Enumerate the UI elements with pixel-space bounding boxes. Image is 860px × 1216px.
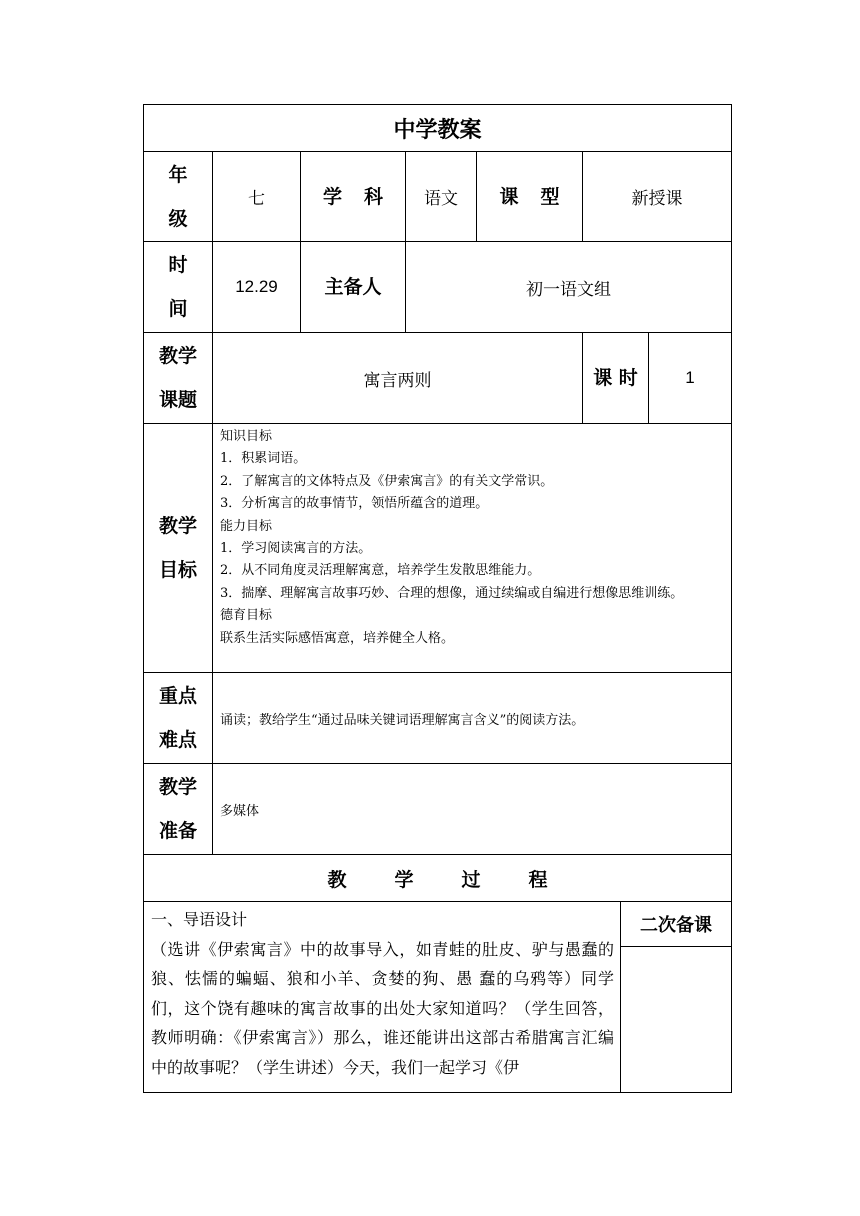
preparer-label: 主备人 <box>301 242 406 333</box>
lesson-type-value: 新授课 <box>583 152 732 242</box>
goals-line: 能力目标 <box>220 518 273 534</box>
preparation-label: 教学 准备 <box>144 764 213 855</box>
goals-line: 1．学习阅读寓言的方法。 <box>220 541 372 557</box>
time-value: 12.29 <box>213 242 301 333</box>
periods-label: 课 时 <box>583 333 649 424</box>
second-prep-header: 二次备课 <box>621 902 732 947</box>
subject-value: 语文 <box>406 152 477 242</box>
lesson-plan-table <box>143 104 732 1093</box>
goals-line: 知识目标 <box>220 429 273 444</box>
goals-line: 2．了解寓言的文体特点及《伊索寓言》的有关文学常识。 <box>220 473 554 489</box>
grade-value: 七 <box>213 152 301 242</box>
process-header: 教学过程 <box>144 855 732 902</box>
goals-line: 联系生活实际感悟寓意，培养健全人格。 <box>220 630 455 646</box>
key-points-label: 重点 难点 <box>144 673 213 764</box>
periods-value: 1 <box>649 333 732 424</box>
process-text: （选讲《伊索寓言》中的故事导入，如青蛙的肚皮、驴与愚蠢的狼、怯懦的蝙蝠、狼和小羊、贪婪的狗、愚 蠢的乌鸦等）同学们，这个饶有趣味的寓言故事的出处大家知道吗？（学生回答，教师明确：《伊索寓言》）那么，谁还能讲出这部古希腊寓言汇编中的故事呢？（学生讲述）今天，我们一起学习《伊 <box>151 939 614 1077</box>
goals-content <box>213 424 732 673</box>
key-points-value: 诵读；教给学生“通过品味关键词语理解寓言含义”的阅读方法。 <box>213 673 732 764</box>
goals-line: 3．揣摩、理解寓言故事巧妙、合理的想像，通过续编或自编进行想像思维训练。 <box>220 585 684 601</box>
topic-label: 教学 课题 <box>144 333 213 424</box>
goals-line: 3．分析寓言的故事情节，领悟所蕴含的道理。 <box>220 496 489 512</box>
preparer-value: 初一语文组 <box>406 242 732 333</box>
preparation-value: 多媒体 <box>213 764 732 855</box>
goals-line: 1．积累词语。 <box>220 451 307 467</box>
time-label: 时 间 <box>144 242 213 333</box>
goals-line: 德育目标 <box>220 608 273 624</box>
goals-line: 2．从不同角度灵活理解寓意，培养学生发散思维能力。 <box>220 563 541 579</box>
process-content <box>144 902 621 1093</box>
process-heading: 一、导语设计 <box>151 910 248 929</box>
topic-value: 寓言两则 <box>213 333 583 424</box>
lesson-type-label: 课型 <box>499 185 582 208</box>
lesson-plan-page <box>143 104 731 1093</box>
second-prep-notes <box>621 947 732 1093</box>
grade-label: 年 级 <box>144 152 213 242</box>
subject-label: 学科 <box>323 185 406 208</box>
goals-label: 教学 目标 <box>144 424 213 673</box>
document-title: 中学教案 <box>144 105 732 152</box>
